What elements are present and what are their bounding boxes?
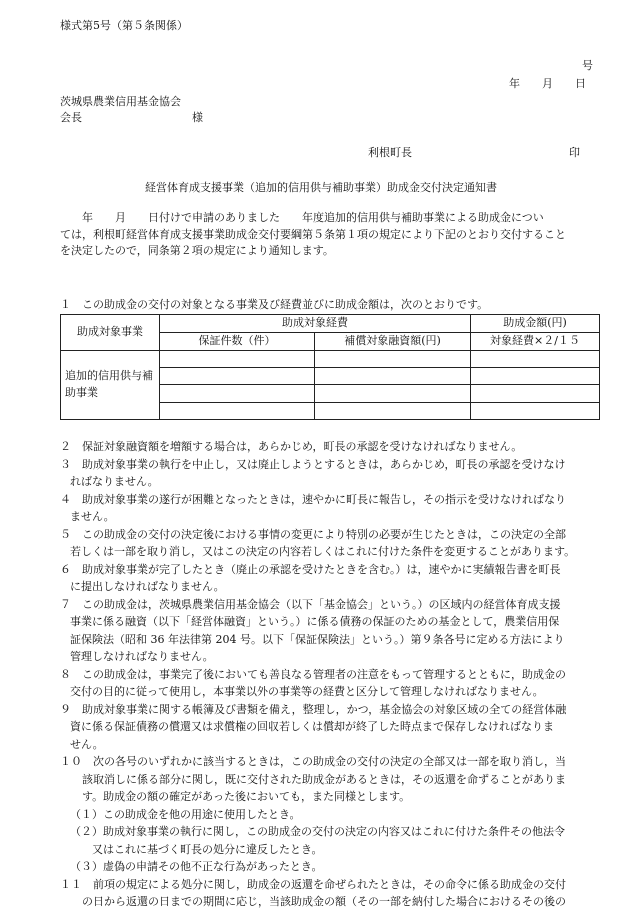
header-amount: 助成金額(円): [471, 315, 600, 333]
table-cell: [160, 402, 315, 419]
intro-paragraph: [60, 210, 612, 260]
item-8: [60, 666, 612, 701]
intro-line: 年 月 日付けで申請のありました 年度追加的信用供与補助事業による助成金につい: [60, 211, 544, 224]
intro-line: を決定したので，同条第２項の規定により通知します。: [60, 244, 334, 257]
table-cell: [315, 367, 471, 384]
item-1-text: １ この助成金の交付の対象となる事業及び経費並びに助成金額は，次のとおりです。: [60, 298, 489, 311]
item-line: ればなりません。: [70, 475, 159, 488]
item-line: 資に係る保証債務の償還又は求償権の回収若しくは償却が終了した時点まで保存しなければなりま: [70, 720, 554, 733]
row-label-line: 追加的信用供与補: [65, 369, 153, 383]
header-guarantee-count: 保証件数（件）: [160, 332, 315, 350]
item-line: 交付の目的に従って使用し，本事業以外の事業等の経費と区分して管理しなければなりません。: [70, 685, 544, 698]
sub-item-1: （１）この助成金を他の用途に使用したとき。: [70, 807, 301, 821]
table-cell: [160, 350, 315, 367]
sub-item-3: （３）虚偽の申請その他不正な行為があったとき。: [70, 860, 323, 873]
item-line: ５ この助成金の交付の決定後における事情の変更により特別の必要が生じたときは，この決定の全部: [60, 527, 566, 541]
item-line: 管理しなければなりません。: [70, 650, 214, 663]
table-cell: [160, 385, 315, 402]
item-10: [60, 753, 612, 876]
header-covered-loan: 補償対象融資額(円): [315, 332, 471, 350]
table-cell: [315, 402, 471, 419]
header-project: 助成対象事業: [61, 315, 160, 351]
seal-mark: 印: [569, 146, 580, 159]
item-line: ３ 助成対象事業の執行を中止し，又は廃止しようとするときは，あらかじめ，町長の承認を受けなけ: [60, 457, 566, 471]
item-9: [60, 701, 612, 754]
table-cell: [315, 385, 471, 402]
item-line: ７ この助成金は，茨城県農業信用基金協会（以下「基金協会」という。）の区域内の経営体育成支援: [60, 597, 561, 611]
item-line: ６ 助成対象事業が完了したとき（廃止の承認を受けたときを含む。）は，速やかに実績報告書を町長: [60, 562, 561, 576]
conditions-list: [60, 438, 612, 911]
grant-table: [60, 314, 600, 420]
item-5: [60, 526, 612, 561]
date-label: 年 月 日: [509, 77, 586, 90]
item-line: １１ 前項の規定による処分に関し，助成金の返還を命ぜられたときは，その命令に係る助成金の交付: [60, 877, 566, 891]
document-number-label: 号: [582, 59, 593, 72]
item-line: す。助成金の額の確定があった後においても，また同様とします。: [82, 790, 411, 803]
table-cell: [160, 367, 315, 384]
item-line: 若しくは一部を取り消し，又はこの決定の内容若しくはこれに付けた条件を変更することがあります。: [70, 545, 576, 558]
table-cell: [471, 385, 600, 402]
item-11: [60, 876, 612, 911]
item-line: ８ この助成金は，事業完了後においても善良なる管理者の注意をもって管理するとともに，助成金の: [60, 667, 566, 681]
addressee-organization: 茨城県農業信用基金協会: [60, 95, 181, 108]
item-line: ４ 助成対象事業の遂行が困難となったときは，速やかに町長に報告し，その指示を受けなければなり: [60, 492, 566, 506]
item-line: の日から返還の日までの期間に応じ，当該助成金の額（その一部を納付した場合におけるその後の: [82, 895, 566, 908]
form-number: 様式第5号（第５条関係）: [60, 19, 188, 32]
item-line: ません。: [70, 510, 115, 523]
item-4: [60, 491, 612, 526]
item-line: 証保険法（昭和 36 年法律第 204 号。以下「保証保険法」という。）第９条各号に定める方法により: [70, 632, 565, 646]
table-cell: [471, 350, 600, 367]
item-line: せん。: [70, 737, 104, 751]
sender-name: 利根町長: [368, 146, 412, 159]
intro-line: ては，利根町経営体育成支援事業助成金交付要綱第５条第１項の規定により下記のとおり交付すること: [60, 227, 566, 241]
table-cell: [471, 367, 600, 384]
item-line: 事業に係る融資（以下「経営体融資」という。）に係る債務の保証のための基金として，農業信用保: [70, 615, 560, 628]
table-cell: [315, 350, 471, 367]
row-label-project: [61, 350, 160, 419]
table-cell: [471, 402, 600, 419]
item-line: に提出しなければなりません。: [70, 580, 225, 593]
item-line: 該取消しに係る部分に関し，既に交付された助成金があるときは，その返還を命ずることがありま: [82, 772, 566, 786]
item-line: １０ 次の各号のいずれかに該当するときは，この助成金の交付の決定の全部又は一部を取り消し，当: [60, 755, 566, 768]
addressee-title: 会長 様: [60, 111, 203, 124]
document-title: 経営体育成支援事業（追加的信用供与補助事業）助成金交付決定通知書: [145, 181, 497, 194]
header-expense: 助成対象経費: [160, 315, 471, 333]
sub-item-2: （２）助成対象事業の執行に関し，この助成金の交付の決定の内容又はこれに付けた条件その他法令: [70, 825, 565, 838]
row-label-line: 助事業: [65, 385, 98, 399]
item-line: ９ 助成対象事業に関する帳簿及び書類を備え，整理し，かつ，基金協会の対象区域の全ての経営体融: [60, 702, 567, 716]
item-6: [60, 561, 612, 596]
item-7: [60, 596, 612, 666]
item-3: [60, 456, 612, 491]
sub-item-2-cont: 又はこれに基づく町長の処分に違反したとき。: [92, 842, 323, 856]
item-2: [60, 438, 612, 456]
item-line: ２ 保証対象融資額を増額する場合は，あらかじめ，町長の承認を受けなければなりません。: [60, 440, 523, 453]
header-formula: 対象経費×２/１５: [471, 332, 600, 350]
